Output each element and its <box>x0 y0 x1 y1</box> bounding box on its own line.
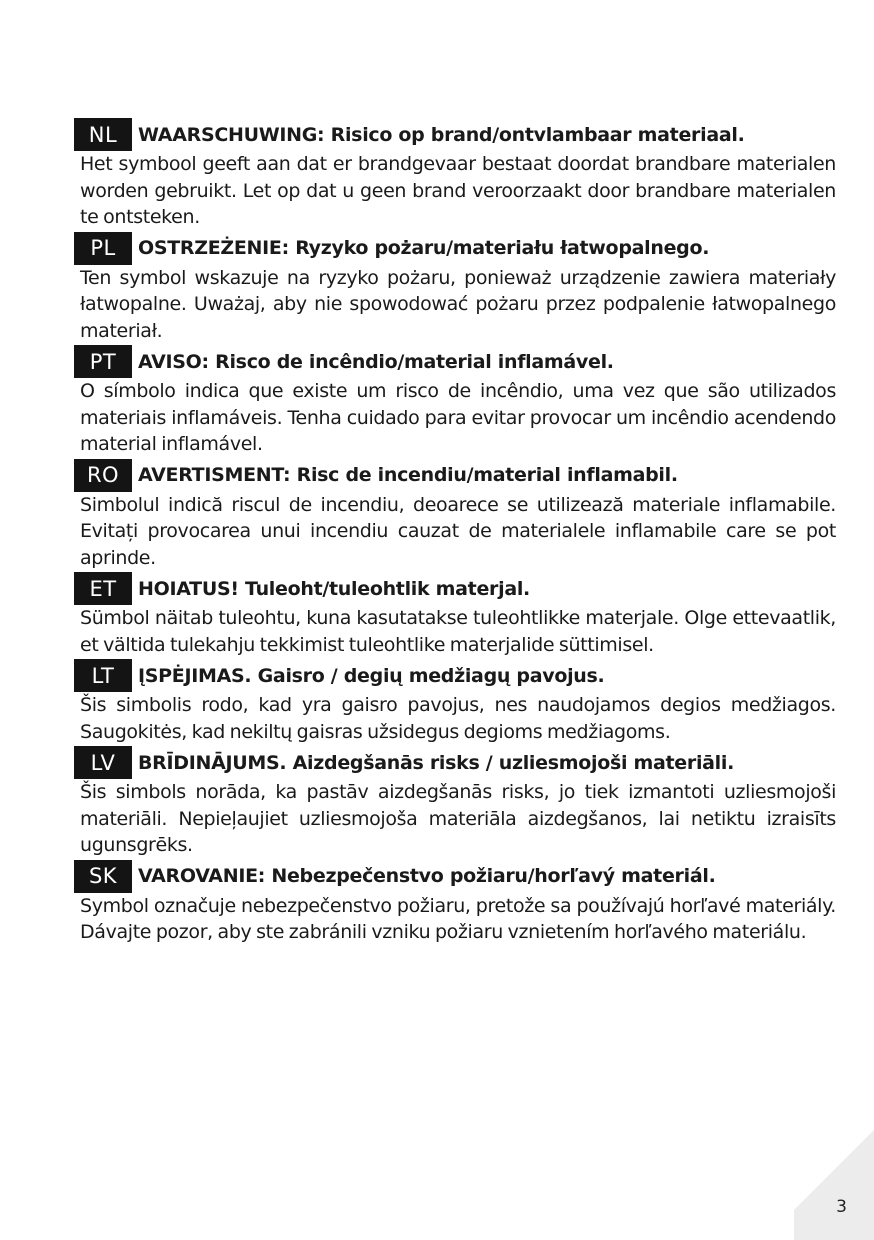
warning-title: ĮSPĖJIMAS. Gaisro / degių medžiagų pavojus. <box>138 664 605 687</box>
section-lv <box>74 746 836 859</box>
warnings-list <box>74 118 836 947</box>
warning-text: Sümbol näitab tuleohtu, kuna kasutatakse tuleohtlikke materjale. Olge ettevaatlik, et vältida tulekahju tekkimist tuleohtlike materjalide süttimisel. <box>80 607 836 656</box>
warning-text: Ten symbol wskazuje na ryzyko pożaru, ponieważ urządzenie zawiera materiały łatwopalne. Uważaj, aby nie spowodować pożaru przez podpalenie łatwopalnego materiał. <box>80 266 836 342</box>
section-et <box>74 572 836 658</box>
language-tag: NL <box>74 118 132 151</box>
warning-title: AVISO: Risco de incêndio/material inflamável. <box>138 350 614 373</box>
language-tag: LV <box>74 746 132 779</box>
section-header <box>74 572 836 605</box>
section-nl <box>74 118 836 231</box>
warning-title: AVERTISMENT: Risc de incendiu/material inflamabil. <box>138 464 678 486</box>
section-header <box>74 746 836 779</box>
warning-text: Šis simbolis rodo, kad yra gaisro pavojus, nes naudojamos degios medžiagos. Saugokitės, kad nekiltų gaisras užsidegus degioms medžiagoms. <box>80 694 836 743</box>
warning-text: Simbolul indică riscul de incendiu, deoarece se utilizează materiale inflamabile. Evitați provocarea unui incendiu cauzat de materialele inflamabile care se pot aprinde. <box>80 493 836 569</box>
warning-text: Symbol označuje nebezpečenstvo požiaru, pretože sa používajú horľavé materiály. Dávajte pozor, aby ste zabránili vzniku požiaru vznietením horľavého materiálu. <box>80 894 836 943</box>
section-header <box>74 860 836 893</box>
warning-title: VAROVANIE: Nebezpečenstvo požiaru/horľavý materiál. <box>138 865 716 887</box>
warning-title: BRĪDINĀJUMS. Aizdegšanās risks / uzliesmojoši materiāli. <box>138 751 735 774</box>
language-tag: PT <box>74 345 132 378</box>
language-tag: RO <box>74 459 132 492</box>
warning-text: Het symbool geeft aan dat er brandgevaar bestaat doordat brandbare materialen worden gebruikt. Let op dat u geen brand veroorzaakt door brandbare materialen te ontsteken. <box>80 153 836 228</box>
warning-title: WAARSCHUWING: Risico op brand/ontvlambaar materiaal. <box>138 123 745 146</box>
section-header <box>74 659 836 692</box>
section-header <box>74 118 836 151</box>
language-tag: SK <box>74 860 132 893</box>
language-tag: LT <box>74 659 132 692</box>
section-lt <box>74 659 836 745</box>
section-header <box>74 345 836 378</box>
language-tag: PL <box>74 232 132 265</box>
page-number: 3 <box>836 1197 847 1217</box>
language-tag: ET <box>74 572 132 605</box>
section-header <box>74 232 836 265</box>
section-pl <box>74 232 836 345</box>
section-sk <box>74 860 836 946</box>
warning-text: O símbolo indica que existe um risco de incêndio, uma vez que são utilizados materiais inflamáveis. Tenha cuidado para evitar provocar um incêndio acendendo material inflamável. <box>80 380 836 455</box>
warning-title: HOIATUS! Tuleoht/tuleohtlik materjal. <box>138 577 530 600</box>
warning-text: Šis simbols norāda, ka pastāv aizdegšanās risks, jo tiek izmantoti uzliesmojoši materiāli. Nepieļaujiet uzliesmojoša materiāla aizdegšanos, lai netiktu izraisīts ugunsgrēks. <box>80 781 836 856</box>
page-corner-decoration <box>794 1130 874 1240</box>
section-pt <box>74 345 836 458</box>
section-ro <box>74 459 836 572</box>
warning-title: OSTRZEŻENIE: Ryzyko pożaru/materiału łatwopalnego. <box>138 237 710 259</box>
section-header <box>74 459 836 492</box>
